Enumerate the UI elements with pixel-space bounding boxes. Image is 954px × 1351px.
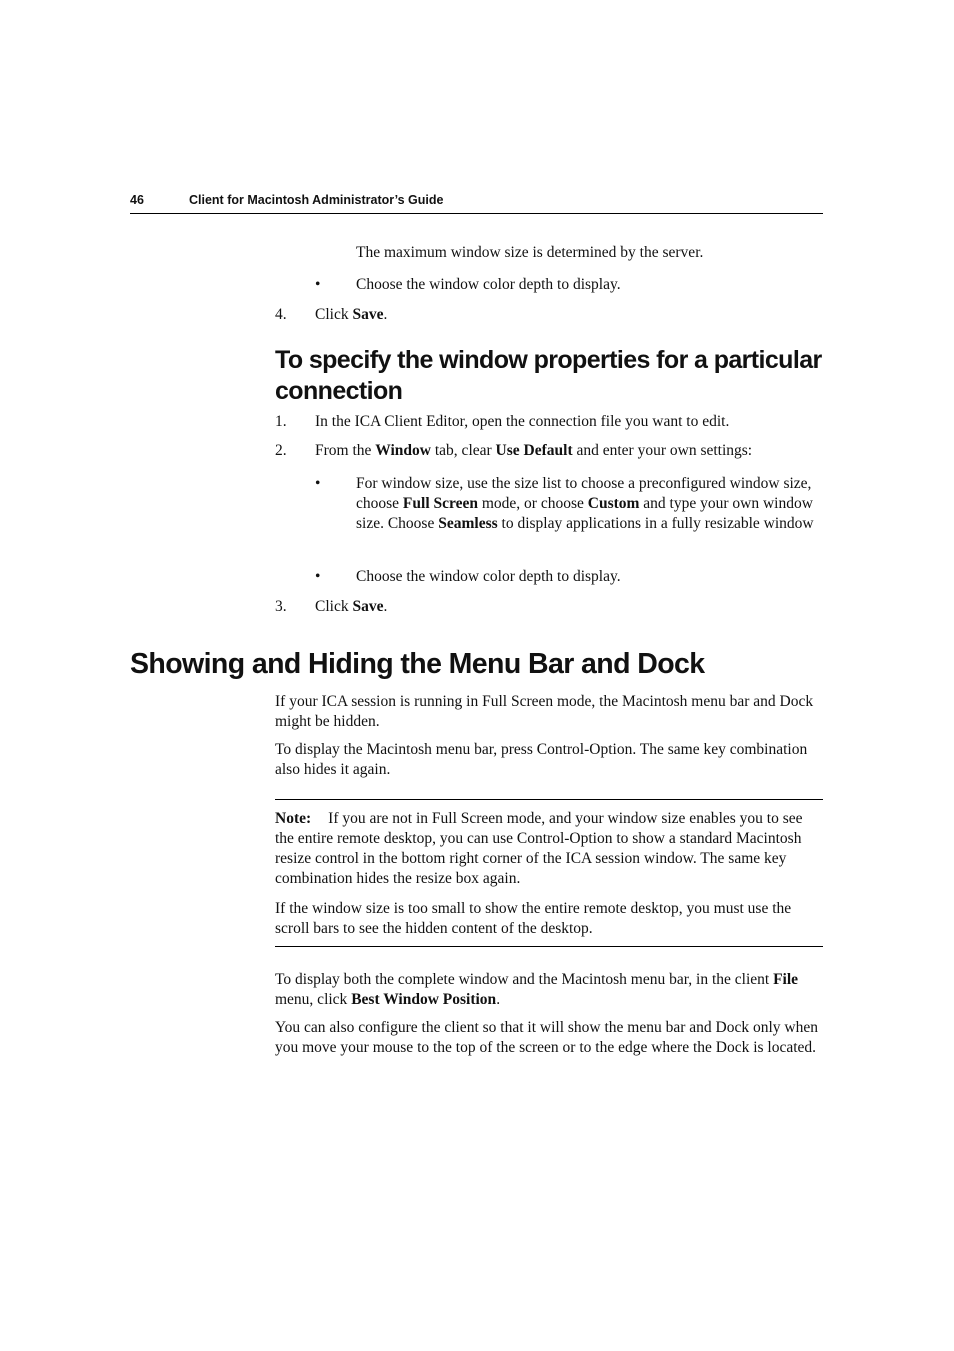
step-text-click-save: Click Save. (315, 306, 388, 323)
step-text-click-save: Click Save. (315, 598, 388, 615)
running-header (130, 193, 823, 214)
bullet: • (315, 276, 321, 293)
bullet-text-color-depth: Choose the window color depth to display. (356, 276, 621, 293)
bullet: • (315, 475, 321, 492)
bullet-text-window-size: For window size, use the size list to choose a preconfigured window size, choose Full Screen mode, or choose Custom and type your own window size. Choose Seamless to display applications in a fully resizable window (356, 475, 814, 532)
bullet: • (315, 568, 321, 585)
step-number: 4. (275, 306, 287, 323)
step-text-clear-default: From the Window tab, clear Use Default and enter your own settings: (315, 442, 753, 459)
step-number: 3. (275, 598, 287, 615)
paragraph-configure-dock: You can also configure the client so that it will show the menu bar and Dock only when you move your mouse to the top of the screen or to the edge where the Dock is located. (275, 1019, 818, 1056)
note-bottom-rule (275, 946, 823, 947)
note-paragraph-resize: Note: If you are not in Full Screen mode, and your window size enables you to see the entire remote desktop, you can use Control-Option to show a standard Macintosh resize control in the bottom right corner of the ICA session window. The same key combination hides the resize box again. (275, 810, 803, 887)
note-paragraph-scroll-bars: If the window size is too small to show the entire remote desktop, you must use the scroll bars to see the hidden content of the desktop. (275, 900, 792, 937)
paragraph-control-option: To display the Macintosh menu bar, press Control-Option. The same key combination also hides it again. (275, 741, 808, 778)
step-number: 2. (275, 442, 287, 459)
max-size-line: The maximum window size is determined by the server. (356, 244, 704, 261)
page-number: 46 (130, 193, 144, 207)
bullet-text-color-depth: Choose the window color depth to display. (356, 568, 621, 585)
paragraph-full-screen: If your ICA session is running in Full Screen mode, the Macintosh menu bar and Dock might be hidden. (275, 693, 814, 730)
chapter-heading-menu-bar-dock: Showing and Hiding the Menu Bar and Dock (130, 648, 705, 680)
step-text-open-file: In the ICA Client Editor, open the connection file you want to edit. (315, 413, 730, 430)
step-number: 1. (275, 413, 287, 430)
book-title: Client for Macintosh Administrator’s Guide (189, 193, 444, 207)
section-heading-window-properties: To specify the window properties for a particular connection (275, 346, 822, 405)
note-top-rule (275, 799, 823, 800)
paragraph-best-window-position: To display both the complete window and the Macintosh menu bar, in the client File menu, click Best Window Position. (275, 971, 799, 1008)
